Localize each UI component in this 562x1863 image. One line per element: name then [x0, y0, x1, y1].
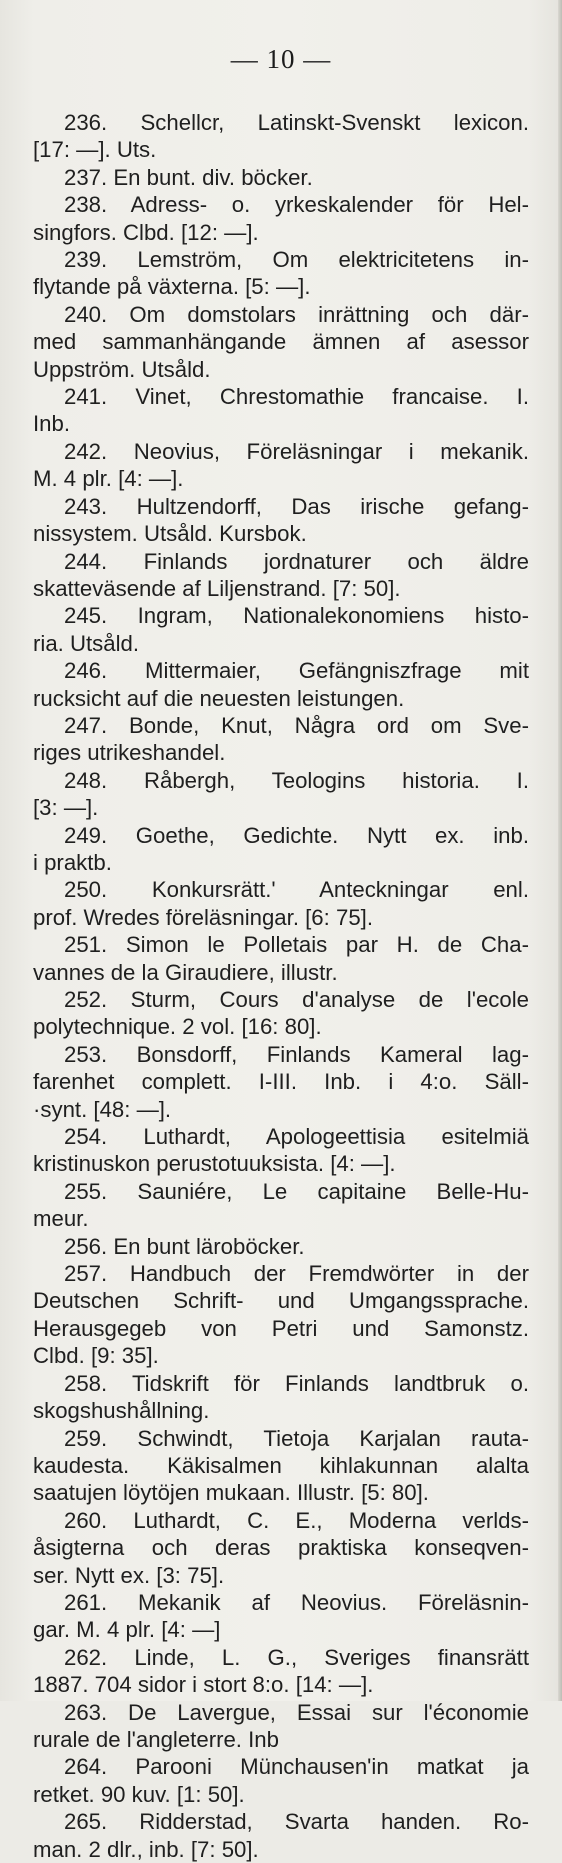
- entry-first-line: 259. Schwindt, Tietoja Karjalan rauta-: [64, 1425, 529, 1451]
- entry-continuation-line: Clbd. [9: 35].: [33, 1343, 159, 1369]
- catalog-entry: [33, 1370, 529, 1425]
- catalog-entry: [33, 383, 529, 438]
- catalog-entry: [33, 1178, 529, 1233]
- entry-continuation-line: skatteväsende af Liljenstrand. [7: 50].: [33, 575, 401, 601]
- catalog-entry: [33, 1123, 529, 1178]
- entry-first-line: 263. De Lavergue, Essai sur l'économie: [64, 1699, 529, 1725]
- entry-first-line: 265. Ridderstad, Svarta handen. Ro-: [64, 1809, 529, 1835]
- catalog-entry: [33, 1425, 529, 1507]
- entry-first-line: 242. Neovius, Föreläsningar i mekanik.: [64, 438, 529, 464]
- catalog-entry: [33, 301, 529, 383]
- entry-first-line: 250. Konkursrätt.' Anteckningar enl.: [64, 877, 529, 903]
- entry-continuation-line: skogshushållning.: [33, 1398, 210, 1424]
- entry-first-line: 254. Luthardt, Apologeettisia esitelmiä: [64, 1124, 529, 1150]
- entry-first-line: 237. En bunt. div. böcker.: [64, 164, 313, 190]
- catalog-entry: [33, 1260, 529, 1370]
- entry-first-line: 246. Mittermaier, Gefängniszfrage mit: [64, 658, 529, 684]
- catalog-entry: [33, 1644, 529, 1699]
- entry-first-line: 257. Handbuch der Fremdwörter in der: [64, 1261, 529, 1287]
- entry-first-line: 258. Tidskrift för Finlands landtbruk o.: [64, 1370, 529, 1396]
- catalog-entry: [33, 1233, 529, 1260]
- entry-first-line: 243. Hultzendorff, Das irische gefang-: [64, 493, 529, 519]
- catalog-entry: [33, 712, 529, 767]
- entry-continuation-line: Herausgegeb von Petri und Samonstz.: [33, 1315, 529, 1341]
- catalog-entry: [33, 657, 529, 712]
- entry-continuation-line: ·synt. [48: —].: [33, 1096, 172, 1122]
- entry-first-line: 248. Råbergh, Teologins historia. I.: [64, 767, 529, 793]
- entry-continuation-line: meur.: [33, 1206, 89, 1232]
- entry-first-line: 264. Parooni Münchausen'in matkat ja: [64, 1754, 529, 1780]
- entry-first-line: 244. Finlands jordnaturer och äldre: [64, 548, 529, 574]
- catalog-entry: [33, 1699, 529, 1754]
- entry-continuation-line: åsigterna och deras praktiska konseqven-: [33, 1535, 529, 1561]
- catalog-entry: [33, 246, 529, 301]
- entry-first-line: 255. Sauniére, Le capitaine Belle-Hu-: [64, 1178, 529, 1204]
- entry-continuation-line: 1887. 704 sidor i stort 8:o. [14: —].: [33, 1672, 374, 1698]
- catalog-entry: [33, 931, 529, 986]
- entry-first-line: 236. Schellcr, Latinskt-Svenskt lexicon.: [64, 110, 529, 135]
- catalog-entry-list: [33, 109, 529, 1863]
- entry-continuation-line: kaudesta. Käkisalmen kihlakunnan alalta: [33, 1452, 529, 1478]
- entry-continuation-line: flytande på växterna. [5: —].: [33, 274, 311, 300]
- entry-continuation-line: med sammanhängande ämnen af asessor: [33, 329, 529, 355]
- catalog-entry: [33, 164, 529, 191]
- entry-continuation-line: Deutschen Schrift- und Umgangssprache.: [33, 1288, 529, 1314]
- catalog-entry: [33, 876, 529, 931]
- entry-continuation-line: rucksicht auf die neuesten leistungen.: [33, 685, 405, 711]
- entry-continuation-line: Uppström. Utsåld.: [33, 356, 211, 382]
- entry-continuation-line: vannes de la Giraudiere, illustr.: [33, 959, 338, 985]
- entry-continuation-line: kristinuskon perustotuuksista. [4: —].: [33, 1151, 396, 1177]
- entry-first-line: 249. Goethe, Gedichte. Nytt ex. inb.: [64, 822, 529, 848]
- entry-continuation-line: singfors. Clbd. [12: —].: [33, 219, 259, 245]
- catalog-entry: [33, 1507, 529, 1589]
- entry-continuation-line: ria. Utsåld.: [33, 630, 140, 656]
- catalog-entry: [33, 1589, 529, 1644]
- entry-continuation-line: ser. Nytt ex. [3: 75].: [33, 1562, 225, 1588]
- entry-first-line: 238. Adress- o. yrkeskalender för Hel-: [64, 192, 529, 218]
- entry-first-line: 239. Lemström, Om elektricitetens in-: [64, 247, 529, 273]
- entry-continuation-line: M. 4 plr. [4: —].: [33, 466, 184, 492]
- catalog-entry: [33, 1808, 529, 1863]
- entry-first-line: 240. Om domstolars inrättning och där-: [64, 301, 529, 327]
- catalog-entry: [33, 1041, 529, 1123]
- entry-continuation-line: [17: —]. Uts.: [33, 137, 157, 163]
- catalog-entry: [33, 493, 529, 548]
- page-edge: [558, 0, 562, 1701]
- catalog-entry: [33, 109, 529, 164]
- entry-continuation-line: rurale de l'angleterre. Inb: [33, 1726, 279, 1752]
- entry-continuation-line: saatujen löytöjen mukaan. Illustr. [5: 80].: [33, 1480, 429, 1506]
- catalog-entry: [33, 548, 529, 603]
- entry-continuation-line: man. 2 dlr., inb. [7: 50].: [33, 1836, 259, 1862]
- entry-first-line: 247. Bonde, Knut, Några ord om Sve-: [64, 712, 529, 738]
- catalog-entry: [33, 822, 529, 877]
- entry-continuation-line: [3: —].: [33, 795, 99, 821]
- catalog-entry: [33, 602, 529, 657]
- entry-first-line: 260. Luthardt, C. E., Moderna verlds-: [64, 1507, 529, 1533]
- entry-first-line: 261. Mekanik af Neovius. Föreläsnin-: [64, 1589, 529, 1615]
- entry-continuation-line: i praktb.: [33, 849, 112, 875]
- entry-continuation-line: nissystem. Utsåld. Kursbok.: [33, 521, 307, 547]
- entry-continuation-line: retket. 90 kuv. [1: 50].: [33, 1781, 245, 1807]
- entry-continuation-line: riges utrikeshandel.: [33, 740, 226, 766]
- catalog-entry: [33, 438, 529, 493]
- entry-first-line: 262. Linde, L. G., Sveriges finansrätt: [64, 1644, 529, 1670]
- entry-continuation-line: gar. M. 4 plr. [4: —]: [33, 1617, 221, 1643]
- entry-continuation-line: farenhet complett. I-III. Inb. i 4:o. Säll-: [33, 1069, 529, 1095]
- entry-continuation-line: prof. Wredes föreläsningar. [6: 75].: [33, 904, 373, 930]
- page-number: — 10 —: [230, 44, 332, 74]
- catalog-entry: [33, 191, 529, 246]
- entry-first-line: 256. En bunt läroböcker.: [64, 1233, 305, 1259]
- entry-first-line: 245. Ingram, Nationalekonomiens histo-: [64, 603, 529, 629]
- entry-first-line: 252. Sturm, Cours d'analyse de l'ecole: [64, 987, 529, 1012]
- entry-first-line: 253. Bonsdorff, Finlands Kameral lag-: [64, 1041, 529, 1067]
- catalog-entry: [33, 767, 529, 822]
- catalog-entry: [33, 986, 529, 1041]
- entry-first-line: 241. Vinet, Chrestomathie francaise. I.: [64, 384, 529, 410]
- entry-continuation-line: polytechnique. 2 vol. [16: 80].: [33, 1014, 322, 1040]
- entry-first-line: 251. Simon le Polletais par H. de Cha-: [64, 932, 529, 958]
- entry-continuation-line: Inb.: [33, 411, 71, 437]
- catalog-entry: [33, 1753, 529, 1808]
